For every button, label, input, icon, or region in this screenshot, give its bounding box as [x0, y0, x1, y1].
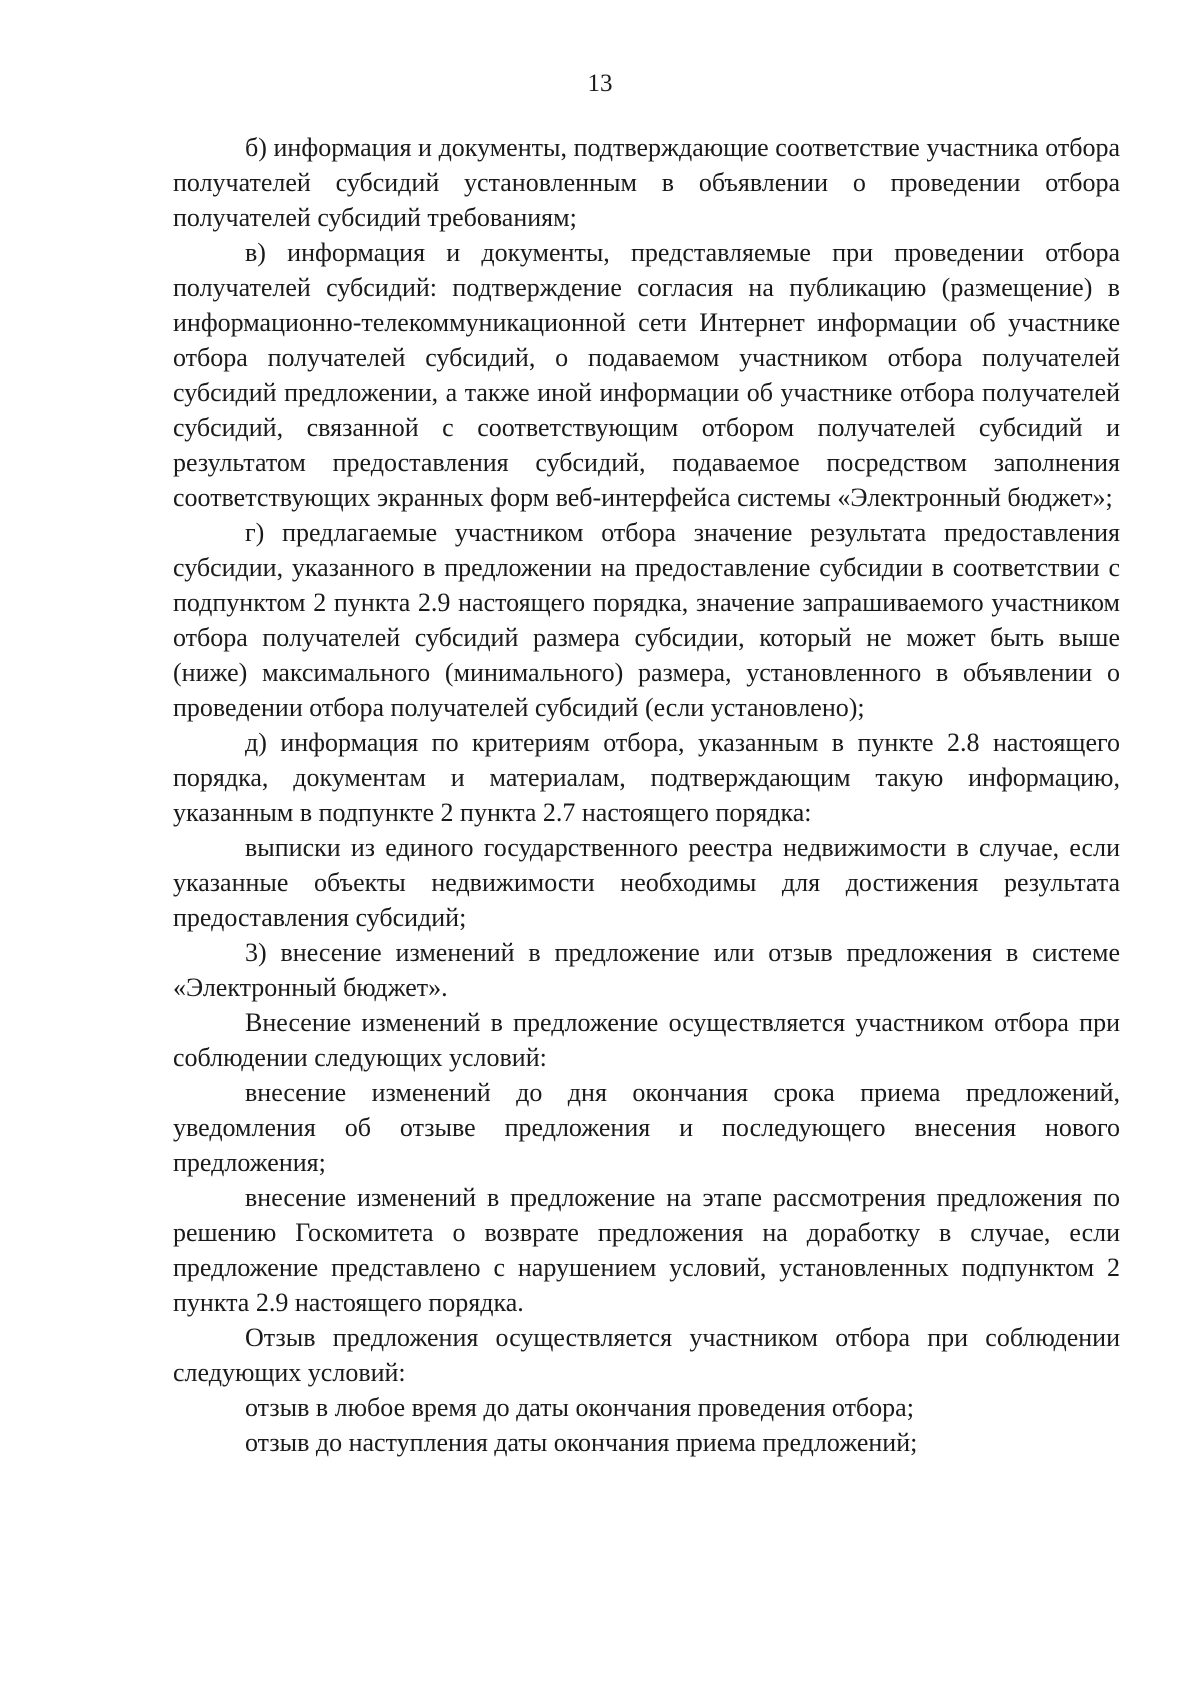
paragraph-v: в) информация и документы, представляемые при проведении отбора получателей субсидий: подтверждение согласия на публикацию (размещение) в информационно-телекоммуникационной сети Интернет информации об участнике отбора получателей субсидий, о подаваемом участником отбора получателей субсидий предложении, а также иной информации об участнике отбора получателей субсидий, связанной с соответствующим отбором получателей субсидий и результатом предоставления субсидий, подаваемое посредством заполнения соответствующих экранных форм веб-интерфейса системы «Электронный бюджет»;	[173, 238, 1120, 512]
paragraph-extracts: выписки из единого государственного реестра недвижимости в случае, если указанные объекты недвижимости необходимы для достижения результата предоставления субсидий;	[173, 833, 1120, 932]
paragraph-g: г) предлагаемые участником отбора значение результата предоставления субсидии, указанного в предложении на предоставление субсидии в соответствии с подпунктом 2 пункта 2.9 настоящего порядка, значение запрашиваемого участником отбора получателей субсидий размера субсидии, который не может быть выше (ниже) максимального (минимального) размера, установленного в объявлении о проведении отбора получателей субсидий (если установлено);	[173, 518, 1120, 722]
paragraph-changes-deadline: внесение изменений до дня окончания срока приема предложений, уведомления об отзыве предложения и последующего внесения нового предложения;	[173, 1078, 1120, 1177]
paragraph-withdrawal-anytime: отзыв в любое время до даты окончания проведения отбора;	[245, 1393, 914, 1422]
document-body	[173, 130, 1120, 1460]
paragraph-withdrawal-deadline: отзыв до наступления даты окончания приема предложений;	[245, 1428, 918, 1457]
paragraph-3: 3) внесение изменений в предложение или отзыв предложения в системе «Электронный бюджет».	[173, 938, 1120, 1002]
paragraph-changes-conditions: Внесение изменений в предложение осуществляется участником отбора при соблюдении следующих условий:	[173, 1008, 1120, 1072]
paragraph-d: д) информация по критериям отбора, указанным в пункте 2.8 настоящего порядка, документам и материалам, подтверждающим такую информацию, указанным в подпункте 2 пункта 2.7 настоящего порядка:	[173, 728, 1120, 827]
paragraph-b: б) информация и документы, подтверждающие соответствие участника отбора получателей субсидий установленным в объявлении о проведении отбора получателей субсидий требованиям;	[173, 133, 1120, 232]
paragraph-changes-review: внесение изменений в предложение на этапе рассмотрения предложения по решению Госкомитета о возврате предложения на доработку в случае, если предложение представлено с нарушением условий, установленных подпунктом 2 пункта 2.9 настоящего порядка.	[173, 1183, 1120, 1317]
paragraph-withdrawal-conditions: Отзыв предложения осуществляется участником отбора при соблюдении следующих условий:	[173, 1323, 1120, 1387]
page-number: 13	[587, 70, 613, 97]
